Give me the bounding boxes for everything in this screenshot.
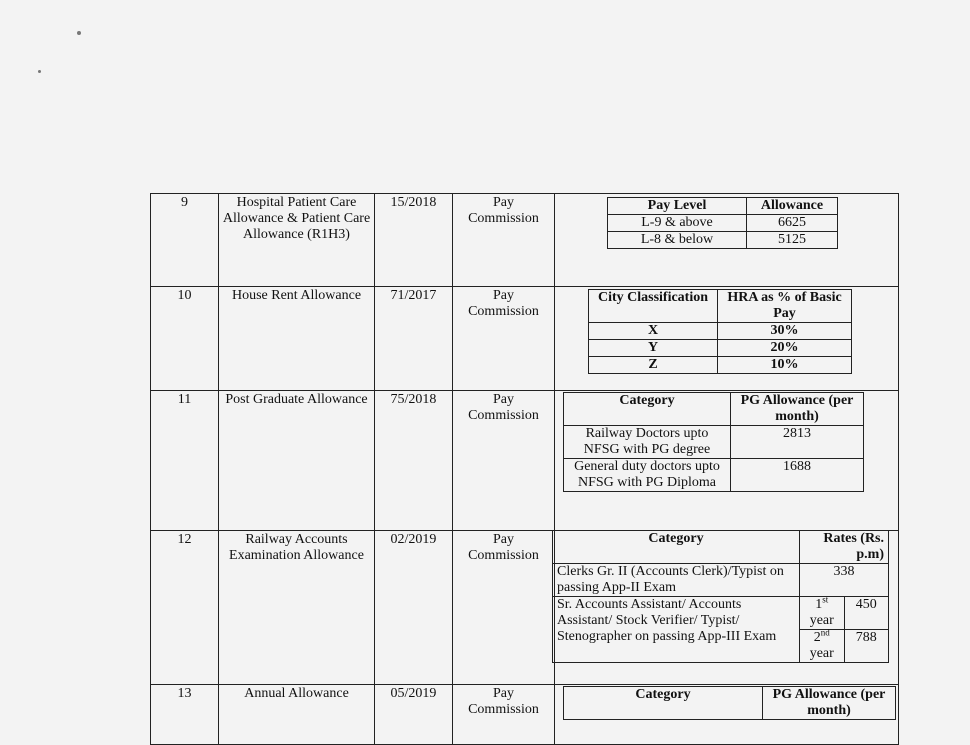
details-cell — [555, 287, 899, 391]
details-cell — [555, 194, 899, 287]
table-row — [151, 531, 899, 685]
table-cell: 6625 — [747, 215, 838, 232]
column-header: Category — [564, 393, 731, 426]
serial-no: 9 — [151, 194, 219, 287]
table-cell: L-8 & below — [608, 232, 747, 249]
source: Pay Commission — [453, 194, 555, 287]
table-row — [151, 194, 899, 287]
table-cell: Sr. Accounts Assistant/ Accounts Assistant/ Stock Verifier/ Typist/ Stenographer on passing App-III Exam — [553, 597, 800, 663]
allowance-name: Annual Allowance — [219, 685, 375, 745]
column-header: Allowance — [747, 198, 838, 215]
source: Pay Commission — [453, 685, 555, 745]
details-cell — [555, 685, 899, 745]
hra-table — [588, 289, 852, 374]
scan-speck — [38, 70, 41, 73]
serial-no: 10 — [151, 287, 219, 391]
source: Pay Commission — [453, 531, 555, 685]
source: Pay Commission — [453, 287, 555, 391]
serial-no: 11 — [151, 391, 219, 531]
column-header: HRA as % of Basic Pay — [718, 290, 852, 323]
details-cell — [555, 531, 899, 685]
table-cell: 450 — [844, 597, 889, 630]
table-cell: Clerks Gr. II (Accounts Clerk)/Typist on passing App-II Exam — [553, 564, 800, 597]
table-row — [151, 685, 899, 745]
reference-no: 71/2017 — [375, 287, 453, 391]
column-header: Category — [564, 687, 763, 720]
scan-speck — [77, 31, 81, 35]
column-header: PG Allowance (per month) — [763, 687, 896, 720]
table-cell: 20% — [718, 340, 852, 357]
table-cell: 10% — [718, 357, 852, 374]
allowance-name: Hospital Patient Care Allowance & Patient Care Allowance (R1H3) — [219, 194, 375, 287]
table-cell: Y — [589, 340, 718, 357]
table-row — [151, 287, 899, 391]
table-cell: 30% — [718, 323, 852, 340]
column-header: Pay Level — [608, 198, 747, 215]
table-cell: Z — [589, 357, 718, 374]
table-cell: 1688 — [731, 459, 864, 492]
table-cell: 5125 — [747, 232, 838, 249]
table-cell: X — [589, 323, 718, 340]
reference-no: 02/2019 — [375, 531, 453, 685]
allowance-name: House Rent Allowance — [219, 287, 375, 391]
table-cell: Railway Doctors upto NFSG with PG degree — [564, 426, 731, 459]
table-cell: General duty doctors upto NFSG with PG Diploma — [564, 459, 731, 492]
reference-no: 05/2019 — [375, 685, 453, 745]
reference-no: 75/2018 — [375, 391, 453, 531]
column-header: Rates (Rs. p.m) — [800, 531, 889, 564]
column-header: Category — [553, 531, 800, 564]
table-cell: 788 — [844, 630, 889, 663]
table-row — [151, 391, 899, 531]
source: Pay Commission — [453, 391, 555, 531]
serial-no: 12 — [151, 531, 219, 685]
accounts-exam-table — [552, 530, 889, 663]
annual-allowance-table — [563, 686, 896, 720]
serial-no: 13 — [151, 685, 219, 745]
table-cell: 338 — [800, 564, 889, 597]
reference-no: 15/2018 — [375, 194, 453, 287]
details-cell — [555, 391, 899, 531]
year-cell: 1st year — [800, 597, 845, 630]
table-cell: 2813 — [731, 426, 864, 459]
allowance-table — [150, 193, 899, 745]
column-header: City Classification — [589, 290, 718, 323]
pg-allowance-table — [563, 392, 864, 492]
pay-level-table — [607, 197, 838, 249]
allowance-name: Railway Accounts Examination Allowance — [219, 531, 375, 685]
year-cell: 2nd year — [800, 630, 845, 663]
column-header: PG Allowance (per month) — [731, 393, 864, 426]
table-cell: L-9 & above — [608, 215, 747, 232]
allowance-name: Post Graduate Allowance — [219, 391, 375, 531]
